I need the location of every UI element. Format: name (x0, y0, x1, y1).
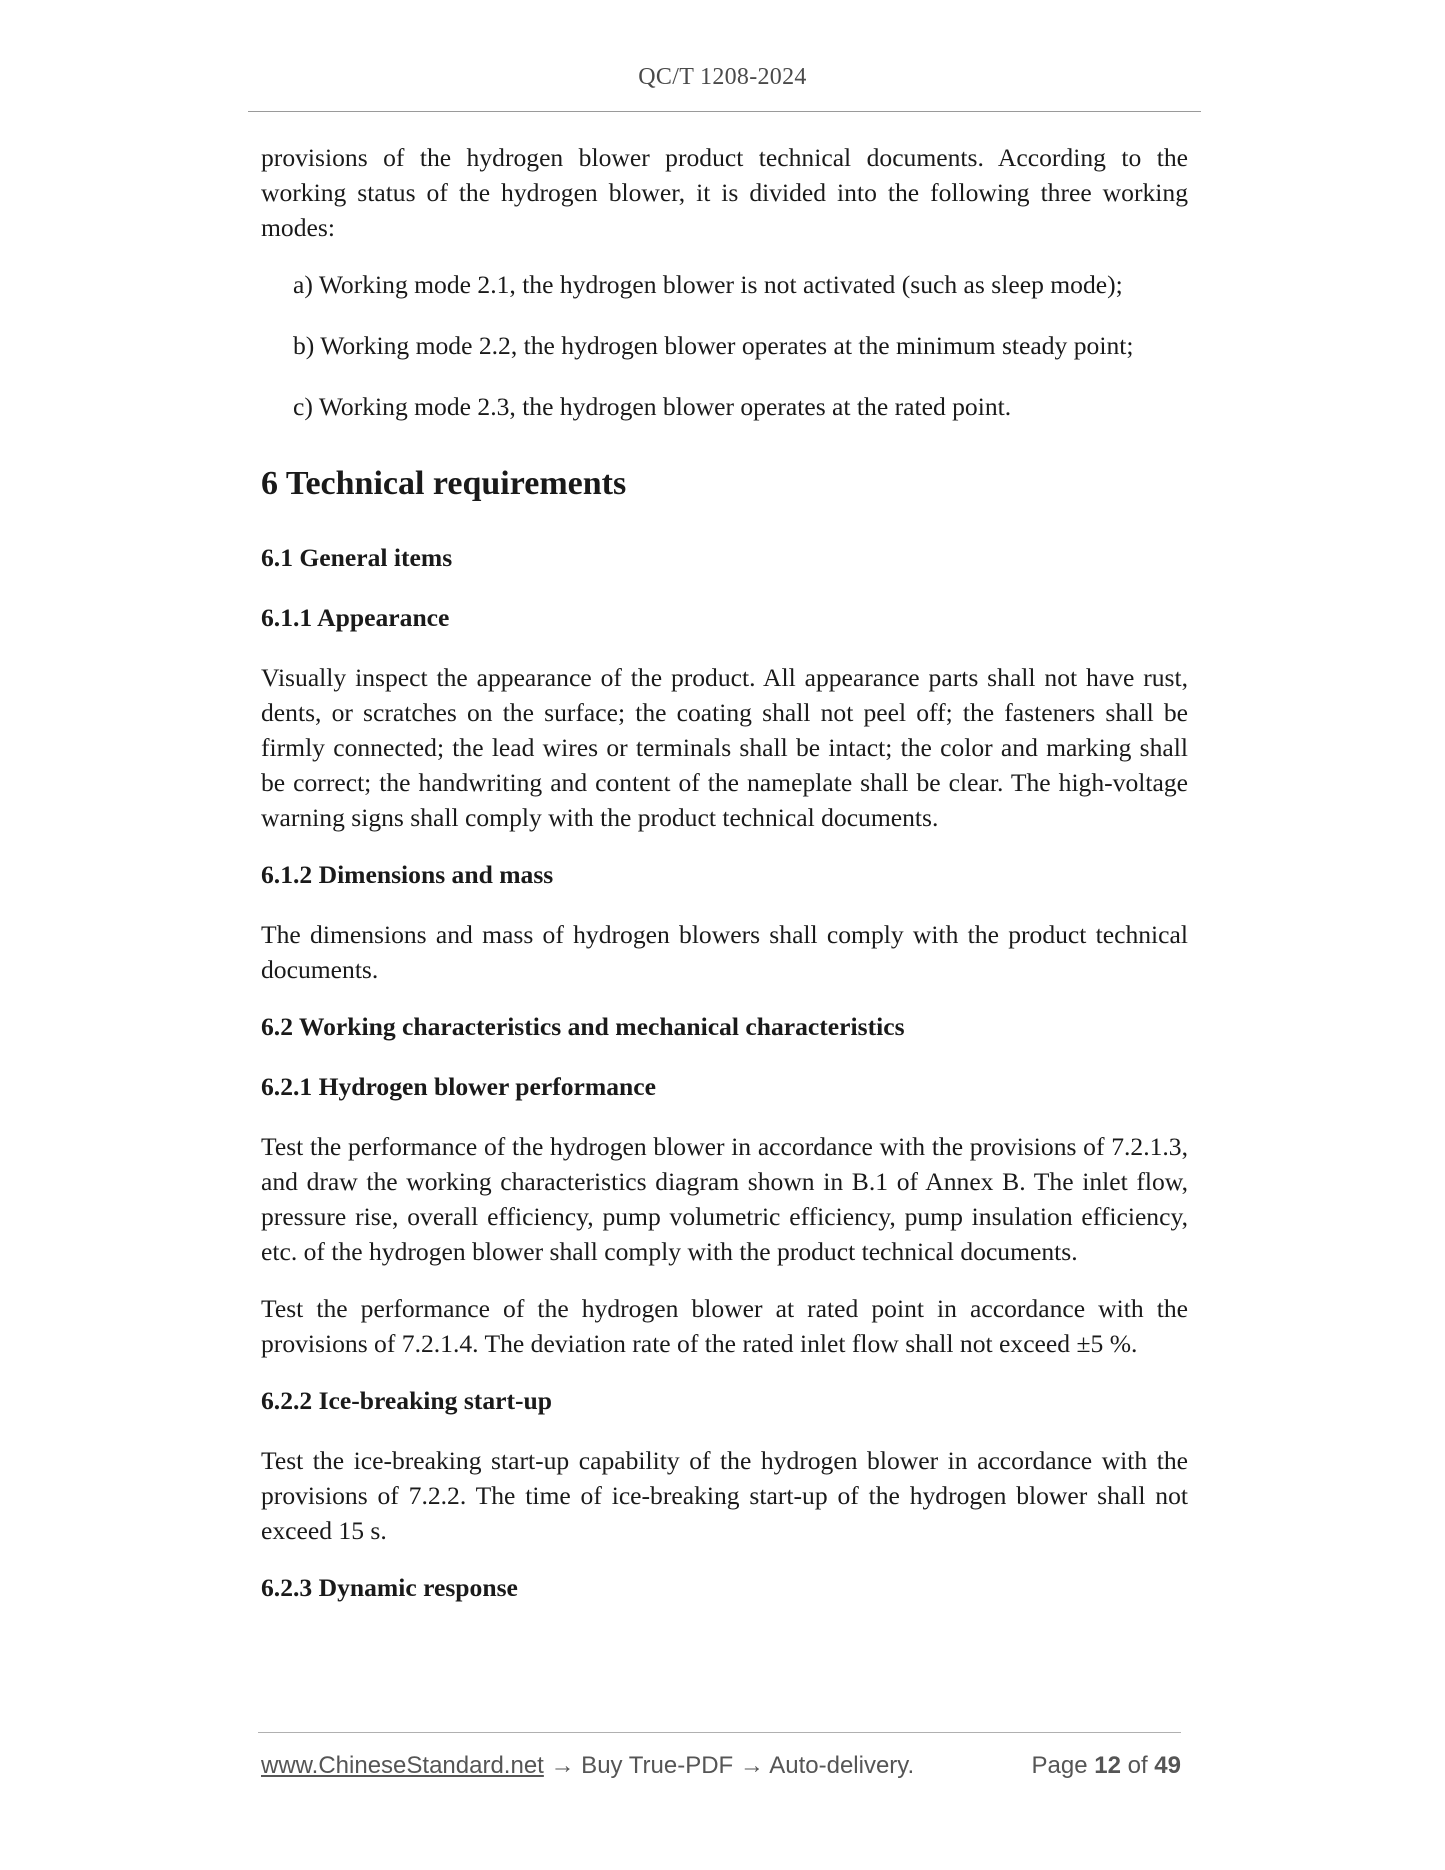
dimensions-paragraph: The dimensions and mass of hydrogen blowers shall comply with the product technical documents. (261, 920, 1188, 984)
header-divider (248, 111, 1201, 112)
page-footer (261, 1750, 1181, 1782)
section-6-2-2-heading: 6.2.2 Ice-breaking start-up (261, 1386, 553, 1415)
website-link[interactable]: www.ChineseStandard.net (261, 1752, 544, 1779)
current-page-number: 12 (1094, 1752, 1121, 1779)
section-6-2-heading: 6.2 Working characteristics and mechanical characteristics (261, 1012, 905, 1041)
section-6-heading: 6 Technical requirements (261, 465, 627, 502)
page-label: Page (1031, 1752, 1088, 1779)
performance-paragraph-2: Test the performance of the hydrogen blower at rated point in accordance with the provisions of 7.2.1.4. The deviation rate of the rated inlet flow shall not exceed ±5 %. (261, 1294, 1188, 1358)
working-mode-item-c: c) Working mode 2.3, the hydrogen blower operates at the rated point. (293, 392, 1012, 421)
performance-paragraph-1: Test the performance of the hydrogen blower in accordance with the provisions of 7.2.1.3, and draw the working characteristics diagram shown in B.1 of Annex B. The inlet flow, pressure rise, overall efficiency, pump volumetric efficiency, pump insulation efficiency, etc. of the hydrogen blower shall comply with the product technical documents. (261, 1132, 1188, 1266)
ice-breaking-paragraph: Test the ice-breaking start-up capability of the hydrogen blower in accordance with the provisions of 7.2.2. The time of ice-breaking start-up of the hydrogen blower shall not exceed 15 s. (261, 1446, 1188, 1545)
appearance-paragraph: Visually inspect the appearance of the product. All appearance parts shall not have rust, dents, or scratches on the surface; the coating shall not peel off; the fasteners shall be firmly connected; the lead wires or terminals shall be intact; the color and marking shall be correct; the handwriting and content of the nameplate shall be clear. The high-voltage warning signs shall comply with the product technical documents. (261, 663, 1188, 832)
footer-promo-text: → Buy True-PDF → Auto-delivery. (543, 1752, 915, 1779)
section-6-2-3-heading: 6.2.3 Dynamic response (261, 1573, 518, 1602)
of-label: of (1127, 1752, 1148, 1779)
total-page-number: 49 (1154, 1752, 1181, 1779)
section-6-2-1-heading: 6.2.1 Hydrogen blower performance (261, 1072, 656, 1101)
working-mode-item-a: a) Working mode 2.1, the hydrogen blower is not activated (such as sleep mode); (293, 270, 1123, 299)
section-6-1-heading: 6.1 General items (261, 543, 453, 572)
working-mode-item-b: b) Working mode 2.2, the hydrogen blower operates at the minimum steady point; (293, 331, 1134, 360)
section-6-1-2-heading: 6.1.2 Dimensions and mass (261, 860, 554, 889)
section-6-1-1-heading: 6.1.1 Appearance (261, 603, 450, 632)
footer-divider (258, 1732, 1181, 1733)
page-number-info (1032, 1750, 1182, 1782)
document-body (261, 140, 1188, 1630)
document-code-header: QC/T 1208-2024 (638, 64, 807, 90)
intro-paragraph: provisions of the hydrogen blower product technical documents. According to the working status of the hydrogen blower, it is divided into the following three working modes: (261, 143, 1188, 242)
